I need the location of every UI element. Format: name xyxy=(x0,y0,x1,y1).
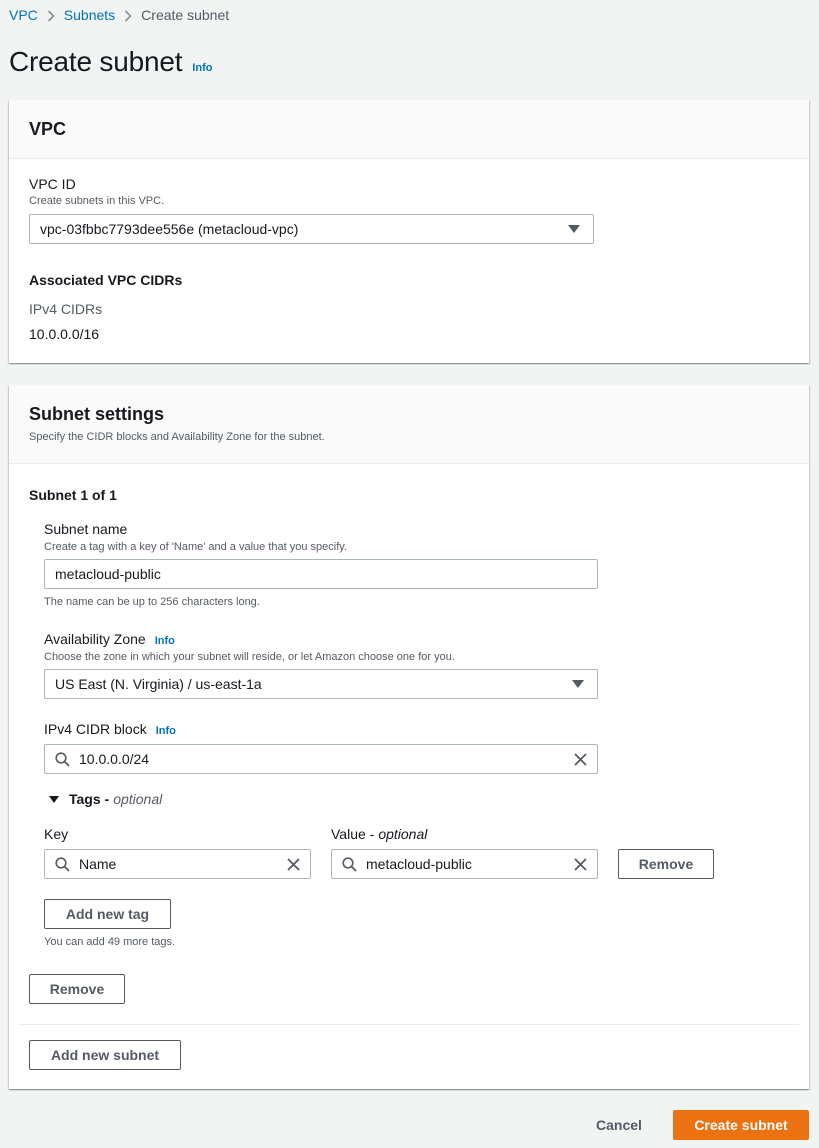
search-icon xyxy=(55,752,70,770)
tag-value-value: metacloud-public xyxy=(366,856,472,872)
caret-down-icon xyxy=(49,796,59,803)
page-header xyxy=(9,46,212,78)
vpc-panel-title: VPC xyxy=(29,119,67,139)
vpc-id-select[interactable] xyxy=(29,214,594,244)
chevron-right-icon xyxy=(115,7,141,23)
associated-cidrs-heading: Associated VPC CIDRs xyxy=(29,272,183,288)
subnet-settings-description: Specify the CIDR blocks and Availability Zone for the subnet. xyxy=(29,431,325,443)
tags-toggle[interactable] xyxy=(49,791,162,807)
availability-zone-info-link[interactable]: Info xyxy=(154,635,175,647)
tag-key-input[interactable] xyxy=(44,849,311,879)
vpc-panel-header xyxy=(9,100,809,159)
breadcrumb-link-subnets[interactable]: Subnets xyxy=(63,7,116,23)
caret-down-icon xyxy=(572,680,584,688)
subnet-heading: Subnet 1 of 1 xyxy=(29,487,117,503)
ipv4-cidr-input[interactable] xyxy=(44,744,598,774)
subnet-name-label: Subnet name xyxy=(44,521,128,537)
subnet-name-description: Create a tag with a key of 'Name' and a value that you specify. xyxy=(44,541,347,553)
create-subnet-button[interactable]: Create subnet xyxy=(673,1110,809,1140)
ipv4-cidrs-label: IPv4 CIDRs xyxy=(29,301,103,317)
vpc-id-description: Create subnets in this VPC. xyxy=(29,195,165,207)
breadcrumb xyxy=(9,6,229,24)
tags-optional: optional xyxy=(113,791,163,807)
ipv4-cidrs-value: 10.0.0.0/16 xyxy=(29,326,100,342)
breadcrumb-link-vpc[interactable]: VPC xyxy=(9,7,38,23)
clear-icon[interactable] xyxy=(287,858,300,874)
subnet-settings-panel xyxy=(9,385,809,1089)
subnet-name-input[interactable] xyxy=(44,559,598,589)
ipv4-cidr-value: 10.0.0.0/24 xyxy=(79,751,150,767)
subnet-settings-header xyxy=(9,385,809,464)
tag-value-optional: optional xyxy=(378,826,428,842)
availability-zone-label-row xyxy=(44,631,175,647)
ipv4-cidr-label: IPv4 CIDR block xyxy=(44,721,147,737)
breadcrumb-current: Create subnet xyxy=(141,7,230,23)
cancel-button[interactable]: Cancel xyxy=(596,1117,642,1133)
ipv4-cidr-info-link[interactable]: Info xyxy=(155,725,176,737)
tag-key-label: Key xyxy=(44,826,69,842)
availability-zone-description: Choose the zone in which your subnet will reside, or let Amazon choose one for you. xyxy=(44,651,455,663)
chevron-right-icon xyxy=(38,7,64,23)
caret-down-icon xyxy=(568,225,580,233)
divider xyxy=(19,1024,799,1025)
availability-zone-select[interactable] xyxy=(44,669,598,699)
subnet-name-hint: The name can be up to 256 characters long. xyxy=(44,596,260,608)
availability-zone-value: US East (N. Virginia) / us-east-1a xyxy=(55,676,262,692)
page-info-link[interactable]: Info xyxy=(192,62,213,74)
cidr-label-row xyxy=(44,721,176,737)
subnet-settings-title: Subnet settings xyxy=(29,404,165,424)
search-icon xyxy=(342,857,357,875)
vpc-id-value: vpc-03fbbc7793dee556e (metacloud-vpc) xyxy=(40,221,299,237)
tag-value-label-row xyxy=(331,826,427,842)
add-new-subnet-button[interactable]: Add new subnet xyxy=(29,1040,181,1070)
remove-tag-button[interactable]: Remove xyxy=(618,849,714,879)
tag-value-label: Value - xyxy=(331,826,375,842)
add-new-tag-button[interactable]: Add new tag xyxy=(44,899,171,929)
clear-icon[interactable] xyxy=(574,858,587,874)
availability-zone-label: Availability Zone xyxy=(44,631,146,647)
tags-remaining-hint: You can add 49 more tags. xyxy=(44,936,176,948)
remove-subnet-button[interactable]: Remove xyxy=(29,974,125,1004)
vpc-id-label: VPC ID xyxy=(29,176,76,192)
search-icon xyxy=(55,857,70,875)
tags-label: Tags - xyxy=(69,791,110,807)
page-title: Create subnet xyxy=(9,46,183,77)
vpc-panel xyxy=(9,100,809,363)
tag-key-value: Name xyxy=(79,856,117,872)
clear-icon[interactable] xyxy=(574,753,587,769)
tag-value-input[interactable] xyxy=(331,849,598,879)
subnet-name-value: metacloud-public xyxy=(55,566,161,582)
